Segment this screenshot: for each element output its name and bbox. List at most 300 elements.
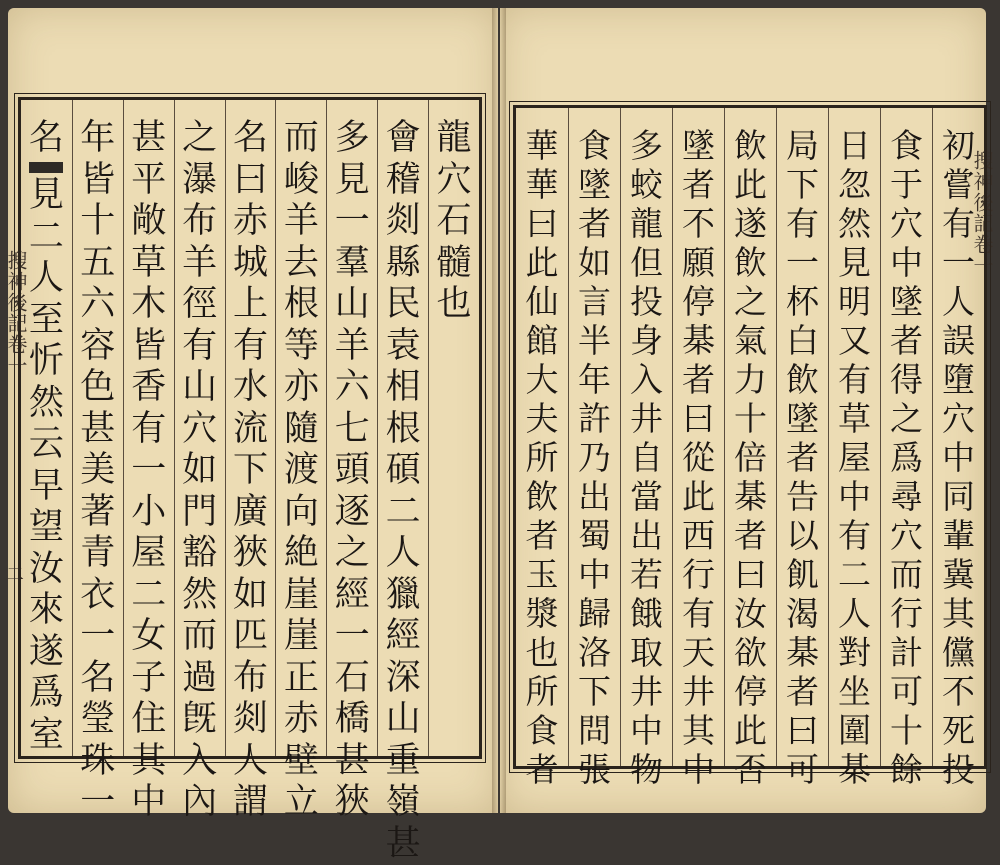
text-character: 草 <box>838 399 871 438</box>
text-character: 城 <box>233 243 268 285</box>
text-character: 倍 <box>734 438 767 477</box>
text-character: 對 <box>838 633 871 672</box>
text-character: 于 <box>890 165 923 204</box>
text-character: 其 <box>682 711 715 750</box>
text-character: 者 <box>682 165 715 204</box>
text-character: 半 <box>578 321 611 360</box>
text-character: 皆 <box>131 326 166 368</box>
text-character: 同 <box>942 477 975 516</box>
text-character: 之 <box>734 282 767 321</box>
text-character: 羊 <box>284 201 319 243</box>
text-character: 來 <box>29 590 64 632</box>
text-character: 有 <box>786 204 819 243</box>
text-character: 上 <box>233 284 268 326</box>
left-text-column-1 <box>428 100 479 756</box>
text-character: 壁 <box>284 741 319 783</box>
text-character: 人 <box>838 594 871 633</box>
text-character: 欲 <box>734 633 767 672</box>
text-character: 一 <box>786 243 819 282</box>
text-character: 屋 <box>838 438 871 477</box>
text-character: 名 <box>29 118 64 160</box>
text-character: 去 <box>284 243 319 285</box>
text-character: 而 <box>284 118 319 160</box>
text-character: 計 <box>890 633 923 672</box>
text-character: 入 <box>630 360 663 399</box>
text-character: 輩 <box>942 516 975 555</box>
text-character: 圍 <box>838 711 871 750</box>
text-character: 井 <box>630 399 663 438</box>
text-character: 遂 <box>734 204 767 243</box>
redacted-character-block <box>29 162 63 174</box>
text-character: 氣 <box>734 321 767 360</box>
text-character: 可 <box>890 672 923 711</box>
text-character: 爲 <box>29 673 64 715</box>
text-character: 有 <box>233 326 268 368</box>
text-character: 仙 <box>526 282 559 321</box>
text-character: 冀 <box>942 555 975 594</box>
text-character: 言 <box>578 282 611 321</box>
text-character: 年 <box>80 118 115 160</box>
text-character: 甚 <box>80 409 115 451</box>
text-character: 許 <box>578 399 611 438</box>
text-character: 死 <box>942 711 975 750</box>
text-character: 一 <box>335 616 370 658</box>
text-character: 色 <box>80 367 115 409</box>
text-character: 得 <box>890 360 923 399</box>
text-character: 見 <box>29 175 64 217</box>
text-character: 西 <box>682 516 715 555</box>
text-character: 如 <box>233 575 268 617</box>
text-character: 棊 <box>838 750 871 789</box>
text-character: 容 <box>80 326 115 368</box>
text-character: 張 <box>578 750 611 789</box>
text-character: 徑 <box>182 284 217 326</box>
text-character: 屋 <box>131 533 166 575</box>
text-character: 一 <box>131 450 166 492</box>
text-character: 根 <box>386 409 421 451</box>
text-character: 力 <box>734 360 767 399</box>
right-text-column-8 <box>568 108 620 766</box>
text-character: 有 <box>682 594 715 633</box>
text-character: 十 <box>734 399 767 438</box>
text-character: 有 <box>838 516 871 555</box>
text-character: 又 <box>838 321 871 360</box>
left-text-column-8 <box>72 100 123 756</box>
right-margin-title: 搜神後記卷一 <box>968 150 997 276</box>
text-character: 飲 <box>526 477 559 516</box>
text-character: 頭 <box>335 450 370 492</box>
text-character: 中 <box>942 438 975 477</box>
text-character: 乃 <box>578 438 611 477</box>
text-character: 人 <box>386 533 421 575</box>
text-character: 云 <box>29 424 64 466</box>
text-character: 袁 <box>386 326 421 368</box>
text-character: 棊 <box>786 633 819 672</box>
text-character: 六 <box>335 367 370 409</box>
text-character: 門 <box>182 492 217 534</box>
text-character: 經 <box>386 616 421 658</box>
text-character: 石 <box>437 201 472 243</box>
text-character: 有 <box>131 409 166 451</box>
text-character: 中 <box>131 782 166 824</box>
text-character: 餘 <box>890 750 923 789</box>
text-character: 小 <box>131 492 166 534</box>
text-character: 墮 <box>942 360 975 399</box>
text-character: 十 <box>80 201 115 243</box>
text-character: 香 <box>131 367 166 409</box>
text-character: 碩 <box>386 450 421 492</box>
text-character: 者 <box>682 360 715 399</box>
text-character: 不 <box>942 672 975 711</box>
text-character: 布 <box>233 658 268 700</box>
text-character: 白 <box>786 321 819 360</box>
text-character: 出 <box>630 516 663 555</box>
text-character: 豁 <box>182 533 217 575</box>
text-character: 但 <box>630 243 663 282</box>
text-character: 局 <box>786 126 819 165</box>
text-character: 渴 <box>786 594 819 633</box>
text-character: 人 <box>942 282 975 321</box>
text-character: 多 <box>335 118 370 160</box>
text-character: 住 <box>131 699 166 741</box>
text-character: 有 <box>182 326 217 368</box>
text-character: 人 <box>233 741 268 783</box>
text-character: 名 <box>233 118 268 160</box>
text-character: 其 <box>942 594 975 633</box>
text-character: 夫 <box>526 399 559 438</box>
text-character: 也 <box>526 633 559 672</box>
text-character: 天 <box>682 633 715 672</box>
text-character: 穴 <box>182 409 217 451</box>
right-text-column-9 <box>516 108 568 766</box>
text-character: 人 <box>29 258 64 300</box>
text-character: 漿 <box>526 594 559 633</box>
text-character: 中 <box>682 750 715 789</box>
text-character: 中 <box>630 711 663 750</box>
text-character: 從 <box>682 438 715 477</box>
text-character: 早 <box>29 466 64 508</box>
text-character: 出 <box>578 477 611 516</box>
text-character: 棊 <box>682 321 715 360</box>
text-character: 洛 <box>578 633 611 672</box>
text-character: 獵 <box>386 575 421 617</box>
text-character: 重 <box>386 741 421 783</box>
text-character: 棊 <box>734 477 767 516</box>
text-character: 若 <box>630 555 663 594</box>
text-character: 十 <box>890 711 923 750</box>
text-character: 食 <box>526 711 559 750</box>
text-character: 之 <box>890 399 923 438</box>
text-character: 一 <box>80 782 115 824</box>
text-character: 行 <box>890 594 923 633</box>
text-character: 汝 <box>734 594 767 633</box>
text-character: 飢 <box>786 555 819 594</box>
text-character: 稽 <box>386 160 421 202</box>
text-character: 杯 <box>786 282 819 321</box>
text-character: 者 <box>734 516 767 555</box>
text-character: 匹 <box>233 616 268 658</box>
left-margin-title: 搜神後記卷一 <box>2 250 31 376</box>
text-character: 者 <box>578 204 611 243</box>
text-character: 相 <box>386 367 421 409</box>
text-character: 龍 <box>630 204 663 243</box>
text-character: 二 <box>386 492 421 534</box>
text-character: 墜 <box>682 126 715 165</box>
text-character: 著 <box>80 492 115 534</box>
left-text-column-3 <box>326 100 377 756</box>
right-text-column-1 <box>932 108 984 766</box>
text-character: 民 <box>386 284 421 326</box>
text-character: 穴 <box>890 204 923 243</box>
text-character: 入 <box>182 741 217 783</box>
text-character: 穴 <box>942 399 975 438</box>
text-character: 停 <box>682 282 715 321</box>
text-character: 者 <box>786 672 819 711</box>
left-text-column-2 <box>377 100 428 756</box>
text-character: 有 <box>838 360 871 399</box>
text-character: 山 <box>386 699 421 741</box>
text-character: 墜 <box>578 165 611 204</box>
text-character: 而 <box>890 555 923 594</box>
text-character: 告 <box>786 477 819 516</box>
left-text-column-6 <box>174 100 225 756</box>
text-character: 髓 <box>437 243 472 285</box>
text-character: 名 <box>80 658 115 700</box>
text-character: 多 <box>630 126 663 165</box>
text-character: 山 <box>335 284 370 326</box>
text-character: 願 <box>682 243 715 282</box>
left-text-column-5 <box>225 100 276 756</box>
left-text-column-7 <box>123 100 174 756</box>
text-character: 木 <box>131 284 166 326</box>
text-character: 此 <box>682 477 715 516</box>
text-character: 餓 <box>630 594 663 633</box>
text-character: 女 <box>131 616 166 658</box>
text-character: 也 <box>437 284 472 326</box>
text-character: 墜 <box>786 399 819 438</box>
text-character: 狹 <box>335 782 370 824</box>
text-character: 身 <box>630 321 663 360</box>
right-text-column-7 <box>620 108 672 766</box>
text-character: 廣 <box>233 492 268 534</box>
text-character: 投 <box>942 750 975 789</box>
text-character: 以 <box>786 516 819 555</box>
text-character: 過 <box>182 658 217 700</box>
text-character: 敞 <box>131 201 166 243</box>
text-character: 衣 <box>80 575 115 617</box>
text-character: 儻 <box>942 633 975 672</box>
text-character: 甚 <box>335 741 370 783</box>
text-character: 然 <box>838 204 871 243</box>
text-character: 二 <box>838 555 871 594</box>
text-character: 羊 <box>335 326 370 368</box>
text-character: 明 <box>838 282 871 321</box>
text-character: 華 <box>526 165 559 204</box>
text-character: 山 <box>182 367 217 409</box>
text-character: 石 <box>335 658 370 700</box>
text-character: 中 <box>890 243 923 282</box>
text-character: 羊 <box>182 243 217 285</box>
text-character: 隨 <box>284 409 319 451</box>
text-character: 曰 <box>734 555 767 594</box>
book-gutter <box>492 8 506 813</box>
text-character: 如 <box>578 243 611 282</box>
text-character: 之 <box>335 533 370 575</box>
text-character: 行 <box>682 555 715 594</box>
text-character: 玉 <box>526 555 559 594</box>
text-character: 二 <box>131 575 166 617</box>
text-character: 穴 <box>437 160 472 202</box>
text-character: 飲 <box>734 243 767 282</box>
text-character: 望 <box>29 507 64 549</box>
text-character: 飲 <box>786 360 819 399</box>
text-character: 中 <box>578 555 611 594</box>
text-character: 日 <box>838 126 871 165</box>
text-character: 渡 <box>284 450 319 492</box>
text-character: 當 <box>630 477 663 516</box>
text-character: 者 <box>526 516 559 555</box>
text-character: 五 <box>80 243 115 285</box>
text-character: 汝 <box>29 549 64 591</box>
text-character: 忽 <box>838 165 871 204</box>
text-character: 一 <box>942 243 975 282</box>
text-character: 剡 <box>386 201 421 243</box>
text-character: 謂 <box>233 782 268 824</box>
text-character: 見 <box>335 160 370 202</box>
text-character: 下 <box>578 672 611 711</box>
right-text-column-2 <box>880 108 932 766</box>
text-character: 逐 <box>335 492 370 534</box>
text-character: 歸 <box>578 594 611 633</box>
text-character: 立 <box>284 782 319 824</box>
text-character: 穴 <box>890 516 923 555</box>
text-character: 食 <box>890 126 923 165</box>
text-character: 曰 <box>526 204 559 243</box>
text-character: 見 <box>838 243 871 282</box>
text-character: 縣 <box>386 243 421 285</box>
text-character: 珠 <box>80 741 115 783</box>
text-character: 六 <box>80 284 115 326</box>
text-character: 七 <box>335 409 370 451</box>
text-character: 美 <box>80 450 115 492</box>
text-character: 水 <box>233 367 268 409</box>
right-text-column-5 <box>724 108 776 766</box>
right-text-frame <box>513 105 987 769</box>
text-character: 內 <box>182 782 217 824</box>
text-character: 飲 <box>734 126 767 165</box>
text-character: 赤 <box>284 699 319 741</box>
text-character: 停 <box>734 672 767 711</box>
text-character: 蛟 <box>630 165 663 204</box>
text-character: 正 <box>284 658 319 700</box>
text-character: 橋 <box>335 699 370 741</box>
text-character: 井 <box>682 672 715 711</box>
text-character: 自 <box>630 438 663 477</box>
text-character: 流 <box>233 409 268 451</box>
text-character: 曰 <box>233 160 268 202</box>
text-character: 此 <box>526 243 559 282</box>
text-character: 龍 <box>437 118 472 160</box>
text-character: 亦 <box>284 367 319 409</box>
text-character: 華 <box>526 126 559 165</box>
text-character: 旣 <box>182 699 217 741</box>
text-character: 可 <box>786 750 819 789</box>
text-character: 青 <box>80 533 115 575</box>
text-character: 狹 <box>233 533 268 575</box>
text-character: 否 <box>734 750 767 789</box>
text-character: 食 <box>578 126 611 165</box>
text-character: 大 <box>526 360 559 399</box>
text-character: 其 <box>131 741 166 783</box>
text-character: 赤 <box>233 201 268 243</box>
text-character: 墜 <box>890 282 923 321</box>
text-character: 會 <box>386 118 421 160</box>
text-character: 至 <box>29 300 64 342</box>
text-character: 瑩 <box>80 699 115 741</box>
text-character: 草 <box>131 243 166 285</box>
right-text-column-6 <box>672 108 724 766</box>
right-text-column-4 <box>776 108 828 766</box>
text-character: 所 <box>526 438 559 477</box>
text-character: 等 <box>284 326 319 368</box>
text-character: 物 <box>630 750 663 789</box>
text-character: 下 <box>786 165 819 204</box>
left-margin-page-number: 二 <box>6 560 24 586</box>
text-character: 遂 <box>29 632 64 674</box>
text-character: 而 <box>182 616 217 658</box>
text-character: 所 <box>526 672 559 711</box>
text-character: 之 <box>182 118 217 160</box>
text-character: 然 <box>182 575 217 617</box>
text-character: 峻 <box>284 160 319 202</box>
text-character: 忻 <box>29 341 64 383</box>
text-character: 剡 <box>233 699 268 741</box>
text-character: 此 <box>734 165 767 204</box>
text-character: 平 <box>131 160 166 202</box>
text-character: 如 <box>182 450 217 492</box>
text-character: 一 <box>80 616 115 658</box>
text-character: 初 <box>942 126 975 165</box>
text-character: 館 <box>526 321 559 360</box>
text-character: 皆 <box>80 160 115 202</box>
text-character: 中 <box>838 477 871 516</box>
text-character: 崖 <box>284 575 319 617</box>
text-character: 問 <box>578 711 611 750</box>
text-character: 根 <box>284 284 319 326</box>
text-character: 爲 <box>890 438 923 477</box>
text-character: 絶 <box>284 533 319 575</box>
text-character: 嘗 <box>942 165 975 204</box>
text-character: 投 <box>630 282 663 321</box>
text-character: 然 <box>29 383 64 425</box>
text-character: 向 <box>284 492 319 534</box>
text-character: 室 <box>29 715 64 757</box>
text-character: 曰 <box>786 711 819 750</box>
text-character: 井 <box>630 672 663 711</box>
text-character: 者 <box>526 750 559 789</box>
text-character: 瀑 <box>182 160 217 202</box>
text-character: 經 <box>335 575 370 617</box>
text-character: 年 <box>578 360 611 399</box>
text-character: 誤 <box>942 321 975 360</box>
text-character: 者 <box>786 438 819 477</box>
text-character: 此 <box>734 711 767 750</box>
text-character: 蜀 <box>578 516 611 555</box>
text-character: 有 <box>942 204 975 243</box>
text-character: 崖 <box>284 616 319 658</box>
left-text-column-9 <box>21 100 72 756</box>
left-text-frame <box>18 97 482 759</box>
